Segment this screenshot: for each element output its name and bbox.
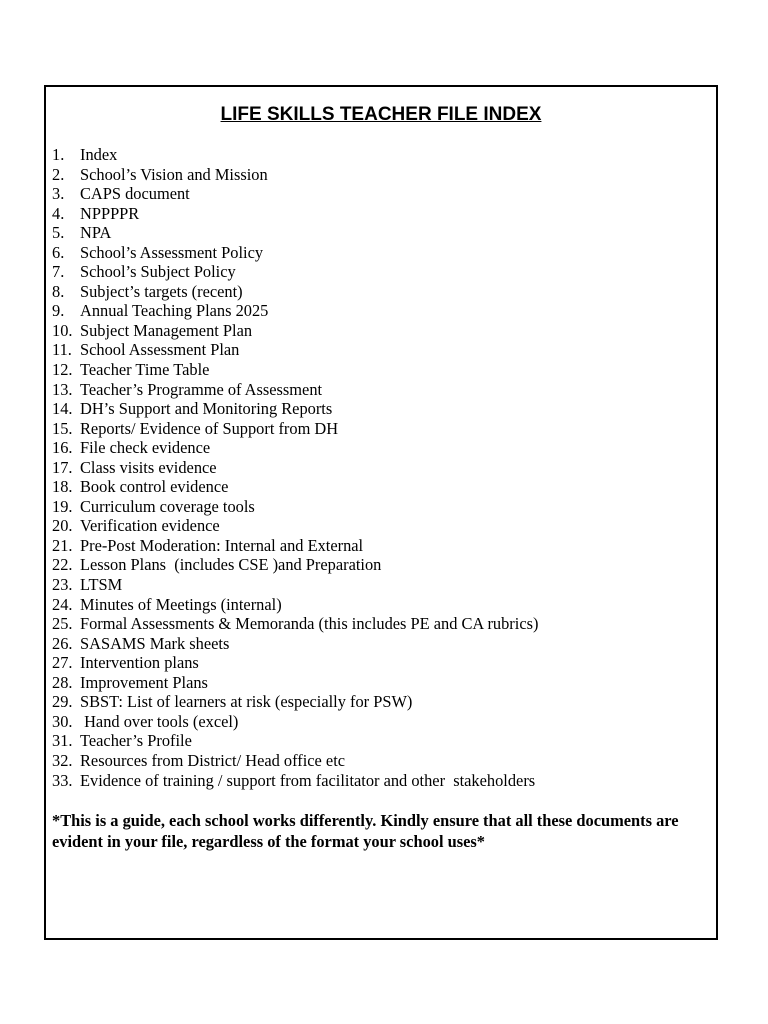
index-item [52,771,538,791]
index-item-text: Teacher’s Profile [80,731,192,751]
index-item [52,165,538,185]
index-item-text: SBST: List of learners at risk (especially for PSW) [80,692,413,712]
index-item-text: NPPPPR [80,203,140,223]
index-item-number: 16. [52,438,73,458]
index-item-text: SASAMS Mark sheets [80,633,230,653]
index-item [52,692,538,712]
index-item [52,282,538,302]
index-item [52,536,538,556]
index-item [52,419,538,439]
index-item-number: 7. [52,262,65,282]
index-item [52,380,538,400]
index-item [52,614,538,634]
index-item-text: Improvement Plans [80,672,208,692]
index-item [52,516,538,536]
index-item-number: 23. [52,575,73,595]
index-item-number: 5. [52,223,65,243]
index-item-text: School’s Subject Policy [80,262,236,282]
index-item-number: 17. [52,457,73,477]
index-item-text: Teacher Time Table [80,360,210,380]
index-item-text: Verification evidence [80,516,220,536]
index-list [52,145,538,790]
index-item-text: School’s Assessment Policy [80,242,264,262]
index-item-number: 8. [52,281,65,301]
index-item-number: 1. [52,145,65,164]
index-item-number: 31. [52,731,73,751]
guide-note: *This is a guide, each school works differently. Kindly ensure that all these documents are evident in your file, regardless of the format your school uses* [52,811,679,851]
index-item-number: 14. [52,399,73,419]
index-item [52,262,538,282]
index-item [52,438,538,458]
index-item-text: Class visits evidence [80,457,217,477]
index-item-number: 22. [52,555,73,575]
index-item-text: CAPS document [80,184,190,204]
index-item-text: School Assessment Plan [80,340,240,360]
index-item-number: 19. [52,496,73,516]
index-item [52,204,538,224]
index-item [52,555,538,575]
index-item-number: 28. [52,672,73,692]
index-item [52,340,538,360]
index-item-text: Minutes of Meetings (internal) [80,594,282,614]
index-item [52,145,538,165]
index-item-number: 3. [52,184,65,204]
index-item-number: 6. [52,242,65,262]
index-item-text: Curriculum coverage tools [80,496,255,516]
index-item [52,301,538,321]
index-item-number: 24. [52,594,73,614]
index-item-text: Hand over tools (excel) [80,711,239,731]
index-item-number: 29. [52,692,73,712]
index-item-text: Teacher’s Programme of Assessment [80,379,323,399]
index-item-number: 10. [52,320,73,340]
index-item-text: Resources from District/ Head office etc [80,750,346,770]
index-item-number: 21. [52,535,73,555]
index-item [52,751,538,771]
index-item [52,653,538,673]
index-item-text: Evidence of training / support from facilitator and other stakeholders [80,770,536,790]
document-frame [44,85,718,940]
index-item [52,634,538,654]
index-item-number: 18. [52,477,73,497]
index-item-number: 4. [52,203,65,223]
index-item-text: School’s Vision and Mission [80,164,268,184]
index-item-number: 11. [52,340,72,360]
index-item-text: Annual Teaching Plans 2025 [80,301,269,321]
index-item-number: 15. [52,418,73,438]
index-item-text: Subject Management Plan [80,320,253,340]
index-item [52,360,538,380]
index-item-text: Index [80,145,118,164]
index-item-text: Intervention plans [80,653,199,673]
index-item-text: File check evidence [80,438,211,458]
document-title: LIFE SKILLS TEACHER FILE INDEX [220,104,542,125]
index-item-number: 9. [52,301,65,321]
index-item [52,243,538,263]
index-item [52,477,538,497]
index-item-number: 33. [52,770,73,790]
index-item-number: 13. [52,379,73,399]
index-item-number: 27. [52,653,73,673]
index-item [52,712,538,732]
index-item-number: 32. [52,750,73,770]
index-item [52,575,538,595]
index-item-text: DH’s Support and Monitoring Reports [80,399,333,419]
index-item-number: 25. [52,614,73,634]
index-item-text: Pre-Post Moderation: Internal and External [80,535,364,555]
index-item-number: 26. [52,633,73,653]
index-item-number: 2. [52,164,65,184]
index-item [52,458,538,478]
index-item-number: 20. [52,516,73,536]
index-item-text: Lesson Plans (includes CSE )and Preparation [80,555,382,575]
index-item-text: LTSM [80,575,123,595]
index-item [52,321,538,341]
index-item [52,184,538,204]
index-item-number: 12. [52,360,73,380]
index-item-text: Formal Assessments & Memoranda (this includes PE and CA rubrics) [80,614,539,634]
index-item [52,497,538,517]
index-item [52,673,538,693]
index-item [52,223,538,243]
index-item-number: 30. [52,711,73,731]
index-item-text: Subject’s targets (recent) [80,281,243,301]
index-item-text: Reports/ Evidence of Support from DH [80,418,339,438]
index-item [52,731,538,751]
index-item [52,399,538,419]
index-item [52,595,538,615]
index-item-text: Book control evidence [80,477,229,497]
index-item-text: NPA [80,223,112,243]
